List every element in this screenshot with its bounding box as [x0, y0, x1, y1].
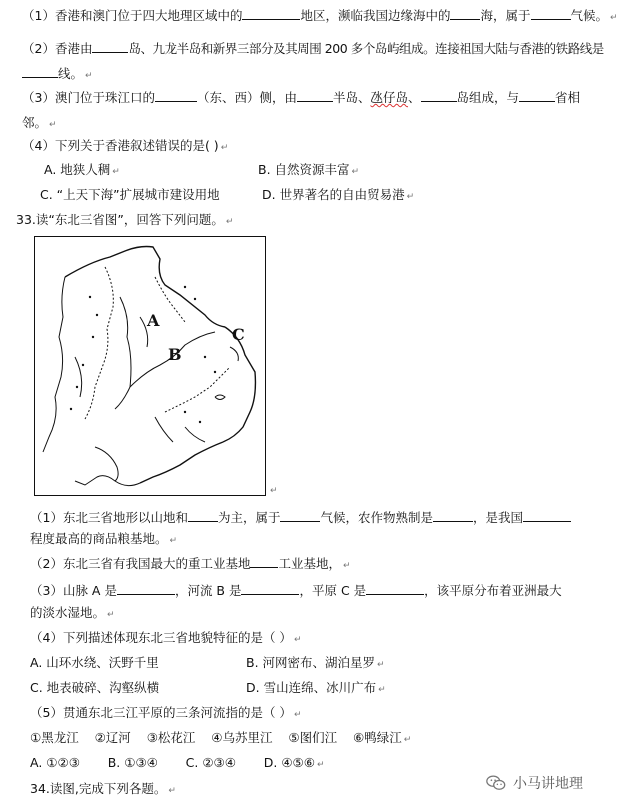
blank: [22, 64, 58, 78]
text: ，是我国: [473, 510, 524, 525]
blank: [421, 88, 457, 102]
q33-s5-options: [30, 754, 325, 774]
text: 气候，农作物熟制是: [320, 510, 433, 525]
return-icon: ↵: [168, 786, 176, 796]
q33-title: [16, 211, 233, 231]
blank: [531, 6, 571, 20]
return-icon: ↵: [316, 760, 325, 770]
q33-s4-option-a: [30, 654, 159, 672]
q1-option-c: [40, 186, 220, 204]
map-drawing: [35, 237, 265, 495]
q33-s2: [30, 554, 351, 575]
text: 气候。: [570, 8, 609, 23]
text: 岛、九龙半岛和新界三部分及其周围 200 多个岛屿组成。连接祖国大陆与香港的铁路线是: [128, 41, 604, 56]
q33-s1-line-2: [30, 530, 177, 550]
blank: [280, 508, 320, 522]
return-icon: ↵: [107, 610, 115, 620]
option-c: C. 地表破碎、沟壑纵横: [30, 680, 160, 695]
return-icon: ↵: [293, 710, 302, 720]
q1-option-b: [258, 161, 359, 181]
text: ，该平原分布着亚洲最大: [424, 583, 562, 598]
q33-s3-line-2: [30, 604, 115, 624]
return-icon: ↵: [377, 660, 385, 670]
return-icon: ↵: [225, 217, 234, 227]
text: ①黑龙江 ②辽河 ③松花江 ④乌苏里江 ⑤图们江 ⑥鸭绿江: [30, 730, 402, 745]
text: 线。: [58, 66, 84, 81]
text: 地区，濒临我国边缘海中的: [300, 8, 451, 23]
return-icon: ↵: [342, 561, 351, 571]
q1-line-6: [22, 137, 228, 157]
option-b: B. 自然资源丰富: [258, 162, 350, 177]
q33-s4-option-c: [30, 679, 159, 697]
watermark: [485, 772, 583, 794]
text: （4）下列描述体现东北三省地貌特征的是（ ）: [30, 630, 292, 645]
q34-title: [30, 780, 176, 800]
q33-s5-rivers: [30, 729, 411, 749]
blank: [366, 581, 424, 595]
return-icon: ↵: [49, 120, 57, 130]
text: 工业基地，: [278, 556, 341, 571]
blank: [155, 88, 197, 102]
q33-s1-line-1: [30, 508, 571, 527]
blank: [433, 508, 473, 522]
text: （4）下列关于香港叙述错误的是( ): [22, 138, 219, 153]
text: ，平原 C 是: [299, 583, 367, 598]
option-d: D. 世界著名的自由贸易港: [262, 187, 405, 202]
text: （5）贯通东北三江平原的三条河流指的是（ ）: [30, 705, 292, 720]
text: 邻。: [22, 115, 48, 130]
text: （3）山脉 A 是: [30, 583, 117, 598]
text: 氹仔岛: [370, 90, 409, 105]
text: （2）东北三省有我国最大的重工业基地: [30, 556, 251, 571]
text: ，河流 B 是: [174, 583, 242, 598]
watermark-text: 小马讲地理: [513, 776, 583, 792]
return-icon: ↵: [85, 71, 93, 81]
text: 半岛、: [332, 90, 371, 105]
text: 海，属于: [480, 8, 531, 23]
q1-line-5: [22, 114, 57, 134]
q1-options-row-1: [44, 161, 120, 181]
blank: [250, 554, 278, 568]
text: （东、西）侧，由: [196, 90, 297, 105]
option-a: A. 山环水绕、沃野千里: [30, 655, 159, 670]
q33-s4-option-b: [246, 654, 385, 674]
q1-line-3: [22, 64, 93, 85]
return-icon: ↵: [378, 685, 386, 695]
text: A. ①②③ B. ①③④ C. ②③④ D. ④⑤⑥: [30, 755, 315, 770]
return-icon: ↵: [220, 143, 229, 153]
text: 33.读“东北三省图”，回答下列问题。: [16, 212, 224, 227]
q1-line-2: [22, 39, 604, 58]
q33-s4: [30, 629, 301, 649]
text: 省相: [555, 90, 581, 105]
text: （2）香港由: [22, 41, 93, 56]
q33-s3-line-1: [30, 581, 562, 600]
return-icon: ↵: [270, 486, 278, 496]
blank: [242, 6, 300, 20]
blank: [297, 88, 333, 102]
text: （3）澳门位于珠江口的: [22, 90, 155, 105]
blank: [523, 508, 571, 522]
blank: [241, 581, 299, 595]
text: （1）香港和澳门位于四大地理区域中的: [22, 8, 243, 23]
return-icon: ↵: [112, 167, 120, 177]
blank: [450, 6, 480, 20]
text: 、: [408, 90, 421, 105]
option-a: A. 地狭人稠: [44, 162, 111, 177]
return-icon: ↵: [293, 635, 302, 645]
q1-option-d: [262, 186, 414, 206]
wechat-icon: [485, 772, 507, 794]
q33-s5: [30, 704, 301, 724]
text: 岛组成，与: [456, 90, 520, 105]
option-b: B. 河网密布、湖泊星罗: [246, 655, 376, 670]
q33-s4-option-d: [246, 679, 386, 699]
return-icon: ↵: [610, 13, 618, 23]
return-icon: ↵: [351, 167, 360, 177]
return-icon: ↵: [169, 536, 178, 546]
map-label-b: B: [168, 345, 182, 364]
blank: [519, 88, 555, 102]
option-c: C. “上天下海”扩展城市建设用地: [40, 187, 220, 202]
text: 34.读图,完成下列各题。: [30, 781, 167, 796]
text: （1）东北三省地形以山地和: [30, 510, 188, 525]
text: 的淡水湿地。: [30, 605, 106, 620]
text: 为主，属于: [217, 510, 281, 525]
option-d: D. 雪山连绵、冰川广布: [246, 680, 377, 695]
q1-line-1: [22, 6, 618, 27]
northeast-china-map: [34, 236, 266, 496]
return-icon: ↵: [406, 192, 415, 202]
q1-line-4: [22, 88, 580, 107]
map-label-c: C: [232, 325, 245, 344]
blank: [92, 39, 128, 53]
map-label-a: A: [147, 311, 160, 330]
return-icon: ↵: [403, 735, 412, 745]
text: 程度最高的商品粮基地。: [30, 531, 168, 546]
blank: [117, 581, 175, 595]
blank: [188, 508, 218, 522]
